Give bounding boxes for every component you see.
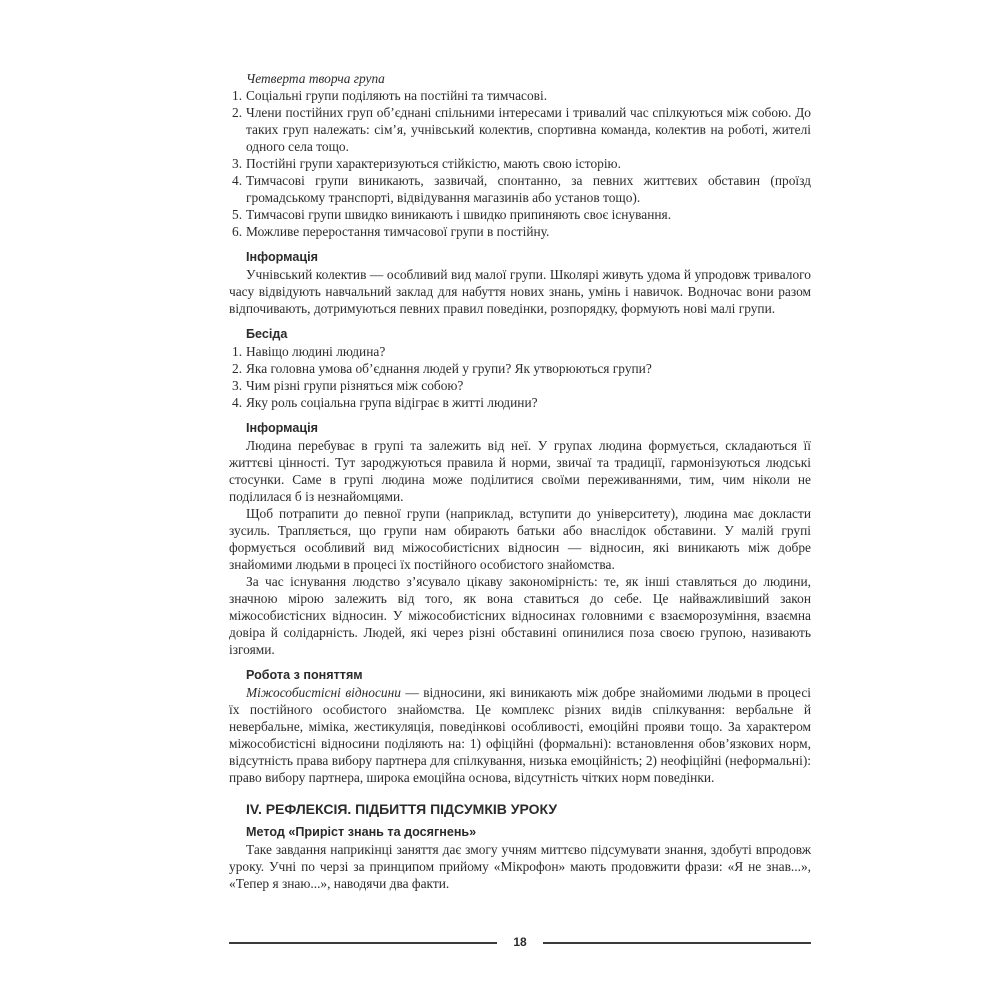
concepts-heading: Робота з поняттям: [246, 668, 363, 682]
list-item: 6. Можливе переростання тимчасової групи в постійну.: [232, 224, 550, 239]
group-title: Четверта творча група: [246, 71, 385, 86]
info-heading: Інформація: [246, 421, 318, 435]
list-item: 1. Соціальні групи поділяють на постійні та тимчасові.: [232, 88, 548, 103]
list-item: 3. Чим різні групи різняться між собою?: [232, 378, 464, 393]
concept-definition: — відносини, які виникають між добре знайомими людьми в процесі їх постійного особистого знайомства. Це комплекс різних видів спілкування: вербальне й невербальне, міміка, жестикуляція, поведінкові особливості, емоційні прояви тощо. За характером міжособистісні відносини поділяють на: 1) офіційні (формальні): встановлення обов’язкових норм, відсутність права вибору партнера для спілкування, низька емоційність; 2) неофіційні (неформальні): право вибору партнера, широка емоційна основа, відсутність чітких норм поведінки.: [229, 685, 811, 785]
info-paragraph: За час існування людство з’ясувало цікаву закономірність: те, як інші ставляться до людини, значною мірою залежить від того, як вона ставиться до себе. Це найважливіший закон міжособистісних відносин. У міжособистісних відносинах головними є взаєморозуміння, взаємна довіра й солідарність. Людей, які через різні обставині опинилися поза своєю групою, називають ізгоями.: [229, 574, 811, 657]
method-heading: Метод «Приріст знань та досягнень»: [246, 825, 477, 839]
info-paragraph: Щоб потрапити до певної групи (наприклад, вступити до університету), людина має докласти зусиль. Трапляється, що групи нам обирають батьки або внаслідок обставини. У малій групі формується особливий вид міжособистісних відносин — відносин, які виникають між добре знайомими людьми в процесі їх постійного особистого знайомства.: [229, 506, 811, 572]
info-paragraph: Людина перебуває в групі та залежить від неї. У групах людина формується, складаються її життєві цінності. Тут зароджуються правила й норми, звичаї та традиції, гармонізуються людські стосунки. Саме в групі людина може поділитися своїми переживаннями, тим, чим ніколи не поділилася б із незнайомцями.: [229, 438, 811, 504]
footer-rule-right: [543, 942, 811, 944]
method-paragraph: Таке завдання наприкінці заняття дає змогу учням миттєво підсумувати знання, здобуті впродовж уроку. Учні по черзі за принципом прийому «Мікрофон» мають продовжити фрази: «Я не знав...», «Тепер я знаю...», наводячи два факти.: [229, 842, 811, 891]
list-item: 2. Члени постійних груп об’єднані спільними інтересами і тривалий час спілкуються між собою. До таких груп належать: сім’я, учнівський колектив, спортивна команда, колектив на роботі, жителі одного села тощо.: [232, 105, 811, 154]
list-item: 4. Яку роль соціальна група відіграє в житті людини?: [232, 395, 538, 410]
list-item: 2. Яка головна умова об’єднання людей у групи? Як утворюються групи?: [232, 361, 652, 376]
list-item: 3. Постійні групи характеризуються стійкістю, мають свою історію.: [232, 156, 621, 171]
list-item: 1. Навіщо людині людина?: [232, 344, 386, 359]
info-heading: Інформація: [246, 250, 318, 264]
info-paragraph: Учнівський колектив — особливий вид малої групи. Школярі живуть удома й упродовж тривалого часу відвідують навчальний заклад для набуття нових знань, умінь і навичок. Водночас вони разом відпочивають, дотримуються певних правил поведінки, розпорядку, формують нові малі групи.: [229, 267, 811, 316]
section-title: IV. РЕФЛЕКСІЯ. ПІДБИТТЯ ПІДСУМКІВ УРОКУ: [246, 801, 558, 817]
page-footer: [229, 934, 811, 950]
group-list: [229, 87, 811, 240]
talk-list: [229, 343, 811, 411]
talk-heading: Бесіда: [246, 327, 288, 341]
list-item: 5. Тимчасові групи швидко виникають і швидко припиняють своє існування.: [232, 207, 672, 222]
page-number: 18: [513, 935, 527, 949]
concept-term: Міжособистісні відносини: [246, 685, 401, 700]
concept-paragraph: [229, 684, 811, 786]
footer-rule-left: [229, 942, 497, 944]
page-content: [229, 70, 811, 892]
list-item: 4. Тимчасові групи виникають, зазвичай, спонтанно, за певних життєвих обставин (проїзд громадському транспорті, відвідування магазинів або установ тощо).: [232, 173, 811, 205]
